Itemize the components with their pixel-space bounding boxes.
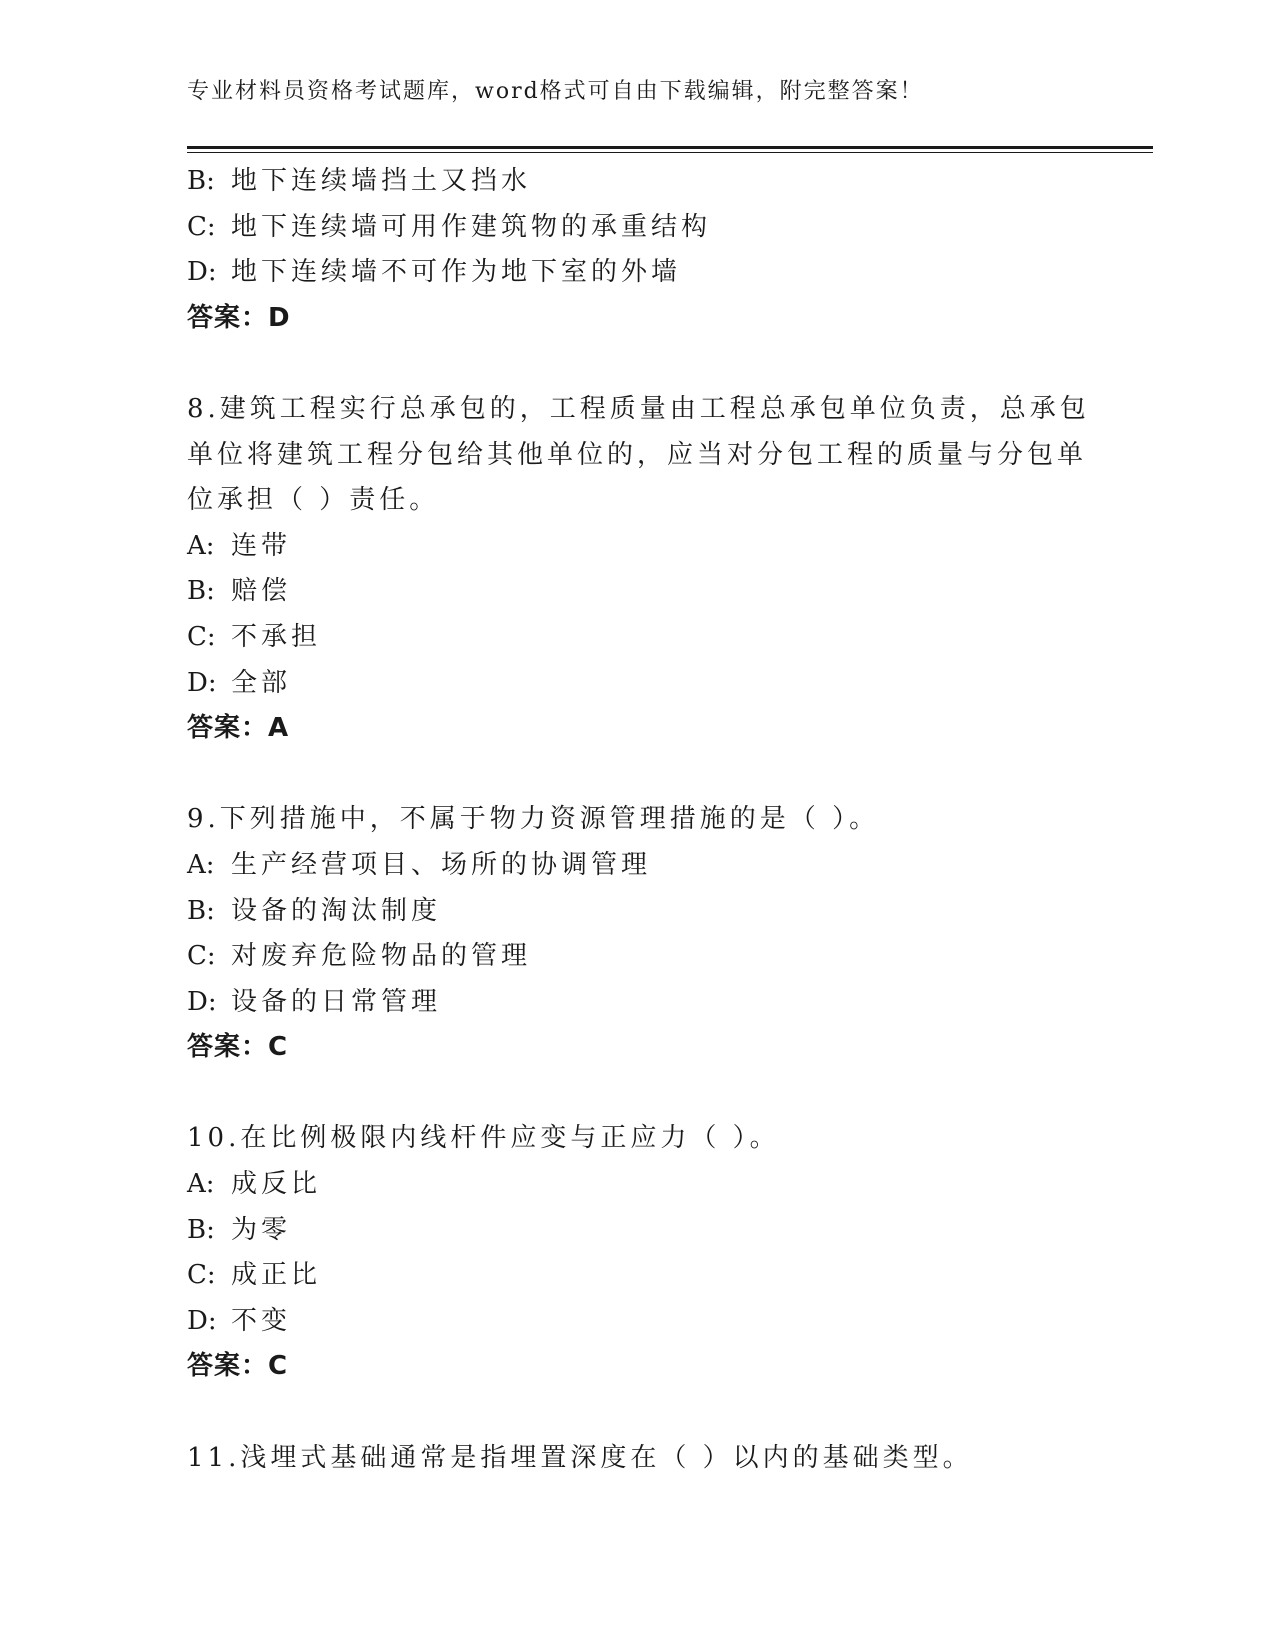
option-letter: B: bbox=[187, 166, 215, 196]
option-text: 对废弃危险物品的管理 bbox=[231, 941, 532, 972]
option-text: 设备的日常管理 bbox=[231, 986, 442, 1017]
question-stem: 10.在比例极限内线杆件应变与正应力（ ）。 bbox=[187, 1123, 780, 1154]
option-letter: C: bbox=[187, 1260, 216, 1291]
answer-line: 答案：D bbox=[187, 302, 291, 333]
option-b bbox=[187, 159, 1087, 205]
option-c bbox=[187, 934, 1087, 980]
question-stem: 位承担（ ）责任。 bbox=[187, 485, 440, 516]
answer-line: 答案：C bbox=[187, 1032, 289, 1063]
option-letter: D: bbox=[187, 1305, 217, 1336]
option-text: 全部 bbox=[231, 667, 292, 698]
option-text: 地下连续墙不可作为地下室的外墙 bbox=[231, 257, 682, 288]
option-text: 地下连续墙挡土又挡水 bbox=[231, 166, 532, 196]
spacer bbox=[187, 1390, 1087, 1436]
option-a bbox=[187, 843, 1087, 889]
question-stem: 9.下列措施中，不属于物力资源管理措施的是（ ）。 bbox=[187, 804, 880, 835]
option-b bbox=[187, 1208, 1087, 1254]
option-letter: B: bbox=[187, 576, 215, 607]
option-text: 连带 bbox=[231, 530, 292, 561]
option-letter: C: bbox=[187, 941, 216, 972]
option-letter: D: bbox=[187, 986, 217, 1017]
option-c bbox=[187, 205, 1087, 251]
spacer bbox=[187, 341, 1087, 387]
option-text: 不承担 bbox=[231, 621, 322, 652]
question-content bbox=[187, 159, 1090, 1481]
question-stem: 11.浅埋式基础通常是指埋置深度在（ ）以内的基础类型。 bbox=[187, 1442, 973, 1473]
option-letter: A: bbox=[187, 849, 215, 880]
option-a bbox=[187, 524, 1087, 570]
option-a bbox=[187, 1162, 1087, 1208]
question-stem: 单位将建筑工程分包给其他单位的，应当对分包工程的质量与分包单 bbox=[187, 439, 1088, 470]
question-stem: 8.建筑工程实行总承包的，工程质量由工程总承包单位负责，总承包 bbox=[187, 393, 1090, 424]
option-b bbox=[187, 569, 1087, 615]
option-text: 生产经营项目、场所的协调管理 bbox=[231, 849, 652, 880]
option-letter: C: bbox=[187, 621, 216, 652]
spacer bbox=[187, 1071, 1087, 1117]
option-letter: A: bbox=[187, 1169, 215, 1200]
option-letter: B: bbox=[187, 895, 215, 926]
option-text: 成正比 bbox=[231, 1260, 322, 1291]
option-letter: D: bbox=[187, 257, 217, 288]
page-header: 专业材料员资格考试题库，word格式可自由下载编辑，附完整答案！ bbox=[187, 79, 924, 104]
option-d bbox=[187, 250, 1087, 296]
option-c bbox=[187, 615, 1087, 661]
option-b bbox=[187, 889, 1087, 935]
option-text: 为零 bbox=[231, 1214, 292, 1245]
answer-line: 答案：C bbox=[187, 1351, 289, 1382]
option-d bbox=[187, 661, 1087, 707]
header-divider bbox=[187, 146, 1153, 153]
option-text: 设备的淘汰制度 bbox=[231, 895, 442, 926]
option-text: 地下连续墙可用作建筑物的承重结构 bbox=[231, 211, 712, 242]
option-letter: B: bbox=[187, 1214, 215, 1245]
option-d bbox=[187, 980, 1087, 1026]
option-text: 赔偿 bbox=[231, 576, 292, 607]
answer-line: 答案：A bbox=[187, 713, 290, 744]
option-letter: A: bbox=[187, 530, 215, 561]
option-text: 成反比 bbox=[231, 1169, 322, 1200]
spacer bbox=[187, 752, 1087, 798]
option-letter: D: bbox=[187, 667, 217, 698]
option-d bbox=[187, 1299, 1087, 1345]
option-letter: C: bbox=[187, 211, 216, 242]
option-text: 不变 bbox=[231, 1305, 292, 1336]
option-c bbox=[187, 1253, 1087, 1299]
